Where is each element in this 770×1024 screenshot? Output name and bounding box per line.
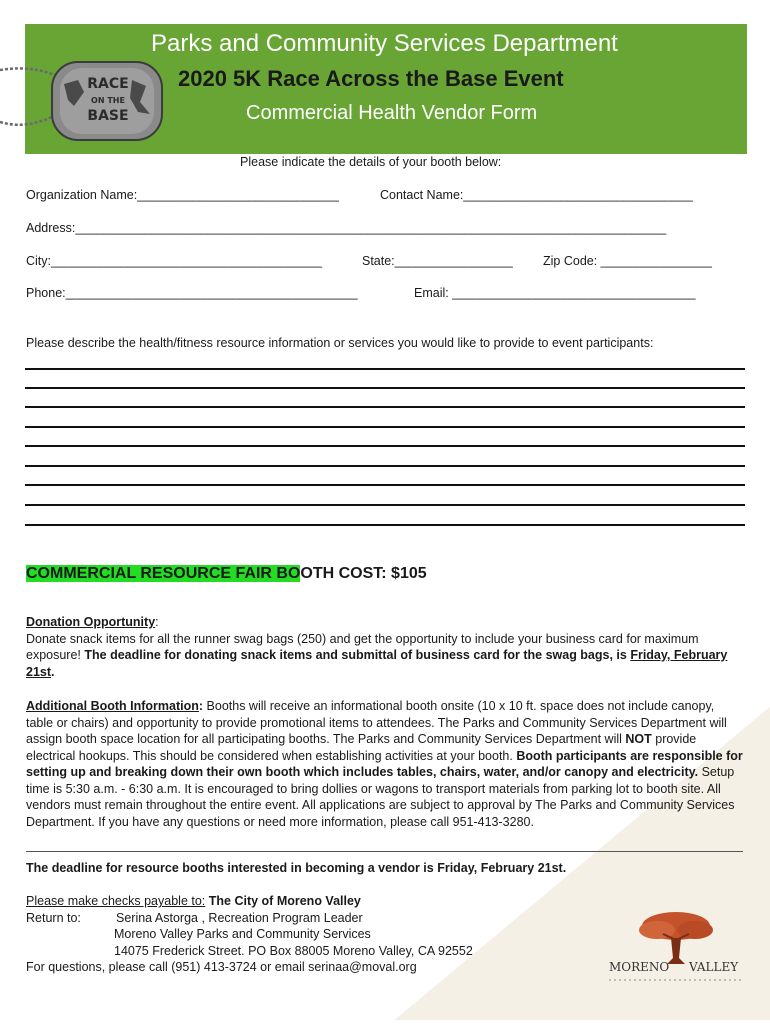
booth-info-section: [26, 698, 744, 830]
payment-instructions: [26, 893, 473, 976]
form-intro: Please indicate the details of your booth below:: [240, 155, 502, 169]
section-divider: [26, 851, 743, 852]
logo-moreno: MORENO: [609, 960, 670, 974]
form-title: Commercial Health Vendor Form: [246, 102, 538, 124]
writing-line[interactable]: [25, 524, 745, 526]
booth-cost-heading: [26, 565, 427, 583]
booth-info-text-2: provide electrical hookups. This should be considered when establishing activities at your booth.: [26, 732, 697, 763]
email-field[interactable]: Email: ___________________________________: [414, 286, 696, 300]
writing-line[interactable]: [25, 406, 745, 408]
donation-deadline-text: The deadline for donating snack items and submittal of business card for the swag bags, is: [84, 648, 631, 662]
event-title: 2020 5K Race Across the Base Event: [178, 66, 564, 91]
return-line-1: Serina Astorga , Recreation Program Leader: [116, 910, 363, 925]
booth-info-responsibility: Booth participants are responsible for setting up and breaking down their own booth which includes tables, chairs, water, and/or canopy and electricity.: [26, 748, 743, 779]
writing-line[interactable]: [25, 504, 745, 506]
writing-line[interactable]: [25, 484, 745, 486]
donation-colon: :: [155, 615, 159, 629]
booth-info-heading: Additional Booth Information: [26, 699, 199, 713]
address-field[interactable]: Address:_____________________________________________________________________________________: [26, 221, 667, 235]
dog-tag-text-base: BASE: [87, 108, 129, 124]
payable-label: Please make checks payable to:: [26, 894, 206, 908]
state-field[interactable]: State:_________________: [362, 254, 513, 268]
booth-cost-highlight: COMMERCIAL RESOURCE FAIR BO: [26, 565, 301, 582]
donation-end: .: [51, 664, 55, 679]
booth-info-text-3: Setup time is 5:30 a.m. - 6:30 a.m. It is encouraged to bring dollies or wagons to transport materials from parking lot to booth site. All vendors must remain throughout the entire event. All applications are subject to approval by The Parks and Community Services Department. If you have any questions or need more information, please call 951-413-3280.: [26, 765, 735, 829]
writing-line[interactable]: [25, 368, 745, 370]
return-line-3: 14075 Frederick Street. PO Box 88005 Moreno Valley, CA 92552: [114, 943, 473, 958]
logo-valley: VALLEY: [689, 960, 739, 974]
dog-tag-text-race: RACE: [87, 76, 129, 92]
phone-field[interactable]: Phone:__________________________________________: [26, 286, 358, 300]
donation-heading: Donation Opportunity: [26, 615, 156, 629]
writing-line[interactable]: [25, 465, 745, 467]
writing-line[interactable]: [25, 426, 745, 428]
organization-name-field[interactable]: Organization Name:_____________________________: [26, 188, 339, 202]
city-field[interactable]: City:_______________________________________: [26, 254, 323, 268]
contact-name-field[interactable]: Contact Name:_________________________________: [380, 188, 693, 202]
tree-icon: [605, 908, 747, 988]
dog-tag-text-on-the: ON THE: [91, 96, 125, 105]
zip-code-field[interactable]: Zip Code: ________________: [543, 254, 712, 268]
vendor-deadline: The deadline for resource booths interested in becoming a vendor is Friday, February 21st.: [26, 861, 567, 875]
booth-cost-rest: OTH COST: $105: [300, 565, 427, 582]
questions-contact: For questions, please call (951) 413-3724 or email serinaa@moval.org: [26, 960, 417, 974]
moreno-valley-logo: [605, 908, 747, 988]
donation-deadline-date: Friday, February 21st: [26, 648, 728, 679]
department-title: Parks and Community Services Department: [151, 30, 618, 57]
donation-text: Donate snack items for all the runner swag bags (250) and get the opportunity to include your business card for maximum exposure!: [26, 631, 699, 662]
return-line-2: Moreno Valley Parks and Community Services: [114, 927, 371, 941]
booth-info-not: NOT: [625, 732, 652, 746]
booth-info-colon: :: [198, 699, 204, 713]
donation-section: [26, 614, 744, 680]
payable-to: The City of Moreno Valley: [208, 894, 361, 908]
writing-line[interactable]: [25, 387, 745, 389]
booth-info-text-1: Booths will receive an informational booth onsite (10 x 10 ft. space does not include canopy, table or chairs) and opportunity to provide promotional items to attendees. The Parks and Community Services Department will assign booth space location for all participating booths. The Parks and Community Services Department will: [26, 699, 727, 746]
describe-prompt: Please describe the health/fitness resource information or services you would like to provide to event participants:: [26, 336, 654, 350]
writing-line[interactable]: [25, 445, 745, 447]
return-label: Return to:: [26, 910, 81, 925]
